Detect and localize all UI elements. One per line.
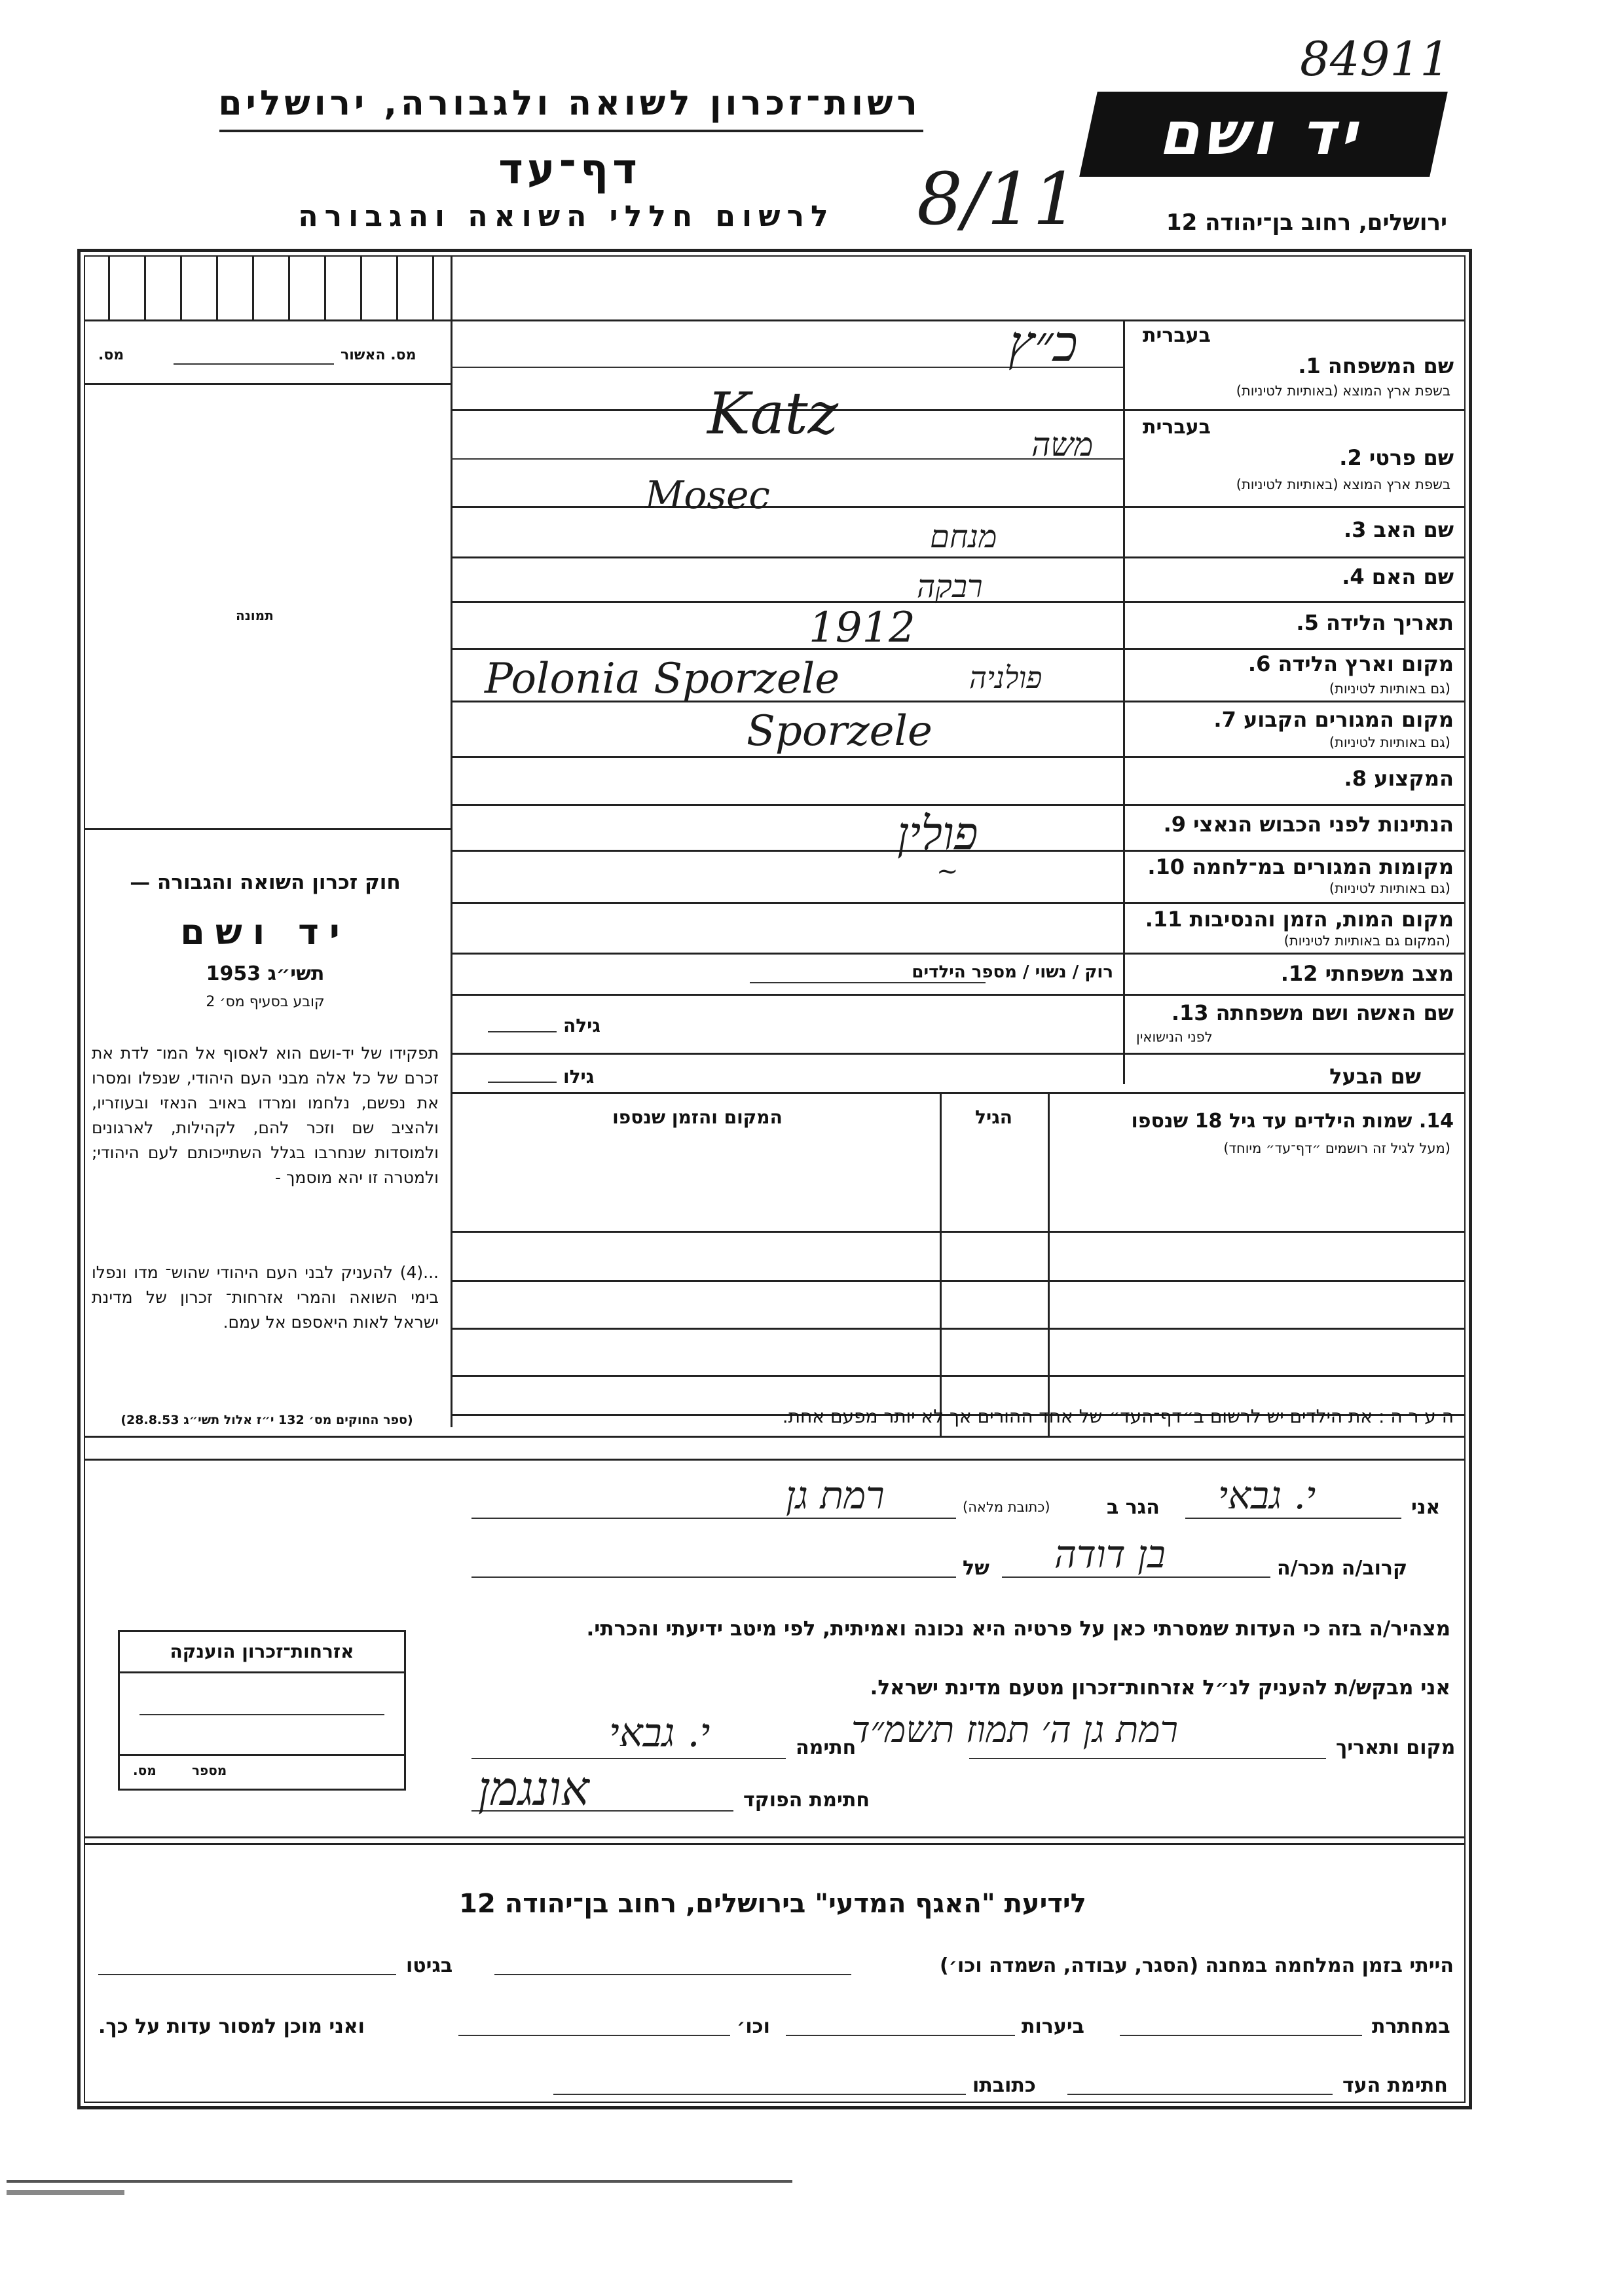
form-title: דף־עד: [498, 145, 641, 194]
field-7-number: 7.: [1213, 707, 1236, 732]
field-13-label: [1133, 1000, 1454, 1025]
field-13-age-label: גילה: [563, 1015, 600, 1036]
citizenship-box-number-row: [120, 1754, 404, 1789]
citizenship-box-number-prefix: מס.: [133, 1762, 157, 1778]
children-header-age: הגיל: [975, 1106, 1012, 1128]
field-8-label-text: המקצוע: [1374, 766, 1454, 791]
row-12-bottom: [451, 994, 1466, 996]
field-6-label-text: מקום וארץ הלידה: [1278, 651, 1454, 676]
declaration-resides-value[interactable]: רמת גן: [786, 1473, 885, 1518]
logo-text: יד ושם: [1155, 100, 1373, 168]
field-4-label: [1146, 564, 1454, 589]
approval-box-bottom: [84, 383, 451, 385]
field-4-number: 4.: [1342, 564, 1365, 589]
declaration-signature-line: [471, 1758, 786, 1759]
field-8-label: [1146, 766, 1454, 791]
declaration-officer-value[interactable]: אונגמן: [478, 1761, 589, 1816]
address: ירושלים, רחוב בן־יהודה 12: [1166, 210, 1447, 236]
field-7-label-text: מקום המגורים הקבוע: [1243, 707, 1454, 732]
field-2-value-latin[interactable]: Mosec: [645, 473, 770, 517]
row-2-bottom: [451, 506, 1466, 508]
field-5-label: [1146, 610, 1454, 635]
field-4-value[interactable]: רבקה: [917, 568, 983, 605]
bottom-address-line: [553, 2094, 966, 2095]
form-subtitle: לרשום חללי השואה והגבורה: [298, 200, 835, 233]
field-1-label-text: שם המשפחה: [1327, 354, 1454, 378]
field-6-label: [1146, 651, 1454, 676]
row-3-bottom: [451, 556, 1466, 558]
declaration-of-label: של: [963, 1557, 989, 1580]
left-column-divider: [451, 255, 452, 1427]
field-3-label: [1146, 517, 1454, 542]
declaration-statement-2: אני מבקש/ת להעניק לנ״ל אזרחות־זכרון מטעם מדינת ישראל.: [870, 1676, 1450, 1700]
declaration-relative-label: קרוב/ה מכר/ה: [1277, 1557, 1408, 1580]
bottom-title: לידיעת "האגף המדעי" בירושלים, רחוב בן־יהודה 12: [459, 1889, 1086, 1919]
declaration-i-label: אני: [1411, 1496, 1441, 1519]
field-2-label-text: שם פרטי: [1369, 445, 1454, 470]
field-4-label-text: שם האם: [1371, 564, 1454, 589]
photo-box-bottom: [84, 828, 451, 830]
bottom-etc-label: וכו׳: [737, 2015, 770, 2038]
field-1-value-latin[interactable]: Katz: [707, 380, 838, 447]
declaration-place-date-label: מקום ותאריך: [1336, 1736, 1456, 1759]
bottom-address-label: כתובתו: [972, 2074, 1036, 2097]
photo-label: תמונה: [236, 608, 274, 623]
children-row-2: [451, 1280, 1466, 1282]
tick: [432, 255, 434, 319]
note-bottom: [84, 1459, 1466, 1461]
field-3-value[interactable]: מנחם: [930, 519, 997, 555]
children-col-2: [940, 1092, 942, 1436]
authority-underline: [219, 130, 923, 132]
field-6-number: 6.: [1247, 651, 1271, 676]
law-section: קובע בסעיף מס׳ 2: [206, 994, 325, 1010]
field-10-sub: (גם באותיות לטיניות): [1329, 881, 1450, 896]
law-text-2: ...(4) להעניק לבני העם היהודי שהוש־ מדו ונפלו בימי השואה והמרי אזרחות־ זכרון של מדינת ישראל לאות היאספם אל עמם.: [92, 1263, 439, 1332]
bottom-forests-line: [786, 2035, 1015, 2036]
field-1-sub: בשפת ארץ המוצא (באותיות לטיניות): [1236, 383, 1450, 399]
row-11-bottom: [451, 953, 1466, 955]
authority-name: רשות־זכרון לשואה ולגבורה, ירושלים: [218, 84, 921, 123]
children-row-1: [451, 1231, 1466, 1233]
declaration-statement-1: מצהיר/ה בזה כי העדות שמסרתי כאן על פרטיה היא נכונה ואמיתית, לפי מיטב ידיעתי והכרתי.: [586, 1617, 1450, 1641]
bottom-witness-signature-label: חתימת העד: [1342, 2074, 1448, 2097]
field-7-sub: (גם באותיות לטיניות): [1329, 735, 1450, 750]
field-12-number: 12.: [1280, 961, 1318, 986]
field-11-label: [1133, 907, 1454, 932]
tick: [144, 255, 146, 319]
field-1-value-hebrew[interactable]: כ״ץ: [1008, 314, 1078, 373]
scan-artifact-line: [7, 2180, 792, 2183]
children-header-note: (מעל לגיל זה רושמים ״דף־עד״ מיוחד): [1223, 1140, 1450, 1156]
law-block-bottom: [84, 1436, 1466, 1438]
field-9-value[interactable]: פולין: [897, 807, 978, 860]
scan-artifact-line: [7, 2190, 124, 2195]
row-5-bottom: [451, 648, 1466, 650]
tick: [216, 255, 218, 319]
field-10-label-text: מקומות המגורים במ־לחמה: [1192, 854, 1454, 879]
declaration-place-date-line: [969, 1758, 1326, 1759]
field-11-sub: (המקום גם באותיות לטיניות): [1283, 933, 1450, 949]
declaration-resides-line: [471, 1518, 956, 1519]
field-12-label-text: מצב משפחתי: [1325, 961, 1454, 986]
field-13-label-text: שם האשה ושם משפחתה: [1215, 1000, 1454, 1025]
field-2-label: [1146, 445, 1454, 470]
declaration-signature-value[interactable]: י. גבאי: [609, 1710, 710, 1756]
field-1-number: 1.: [1298, 354, 1321, 378]
approval-number-line: [174, 363, 334, 365]
field-7-value[interactable]: Sporzele: [747, 707, 932, 756]
children-header-names: 14. שמות הילדים עד גיל 18 שנספו: [1131, 1110, 1454, 1133]
bottom-ghetto-label: בגיטו: [406, 1954, 453, 1977]
field-13-age-line: [488, 1031, 557, 1032]
field-3-label-text: שם האב: [1373, 517, 1454, 542]
bottom-section-top-2: [84, 1843, 1466, 1845]
field-13-sub: לפני הנישואין: [1136, 1029, 1213, 1045]
declaration-resides-sub: (כתובת מלאה): [963, 1499, 1050, 1515]
tick: [252, 255, 254, 319]
husband-age-label: גילו: [563, 1066, 595, 1087]
field-11-label-text: מקום המות, הזמן והנסיבות: [1189, 907, 1454, 932]
field-2-value-hebrew[interactable]: משה: [1031, 426, 1094, 464]
law-reference: (ספר החוקים מס׳ 132 י״ז אלול תשי״ג 28.8.53): [120, 1413, 413, 1427]
husband-age-line: [488, 1082, 557, 1083]
field-3-number: 3.: [1343, 517, 1367, 542]
row-13-bottom: [451, 1053, 1466, 1055]
row-7-bottom: [451, 756, 1466, 758]
field-1-label: [1146, 354, 1454, 378]
declaration-i-line: [1185, 1518, 1401, 1519]
field-12-value[interactable]: רוק / נשוי / מספר הילדים: [912, 962, 1113, 982]
field-8-number: 8.: [1344, 766, 1367, 791]
field-11-number: 11.: [1145, 907, 1183, 932]
declaration-officer-label: חתימת הפוקד: [743, 1789, 870, 1812]
field-6-sub: (גם באותיות לטיניות): [1329, 681, 1450, 697]
field-6-value-hebrew[interactable]: פולניה: [969, 660, 1043, 695]
field-9-number: 9.: [1163, 812, 1187, 837]
citizenship-box: [118, 1630, 406, 1791]
law-text-1: תפקידו של יד-ושם הוא לאסוף אל המו־ לדת את זכרם של כל אלה מבני העם היהודי, שנפלו ומסרו את נפשם, נלחמו ומרדו באויב הנאזי ובעוזריו, ולהציב שם וזכר להם, לקהילות, לארגונים ולמוסדות שנחרבו בגלל השתייכותם לעם היהודי; ולמטרה זו יהא מוסמך -: [92, 1044, 439, 1187]
bottom-etc-line: [458, 2035, 730, 2036]
row-8-bottom: [451, 804, 1466, 806]
bottom-witness-signature-line: [1067, 2094, 1333, 2095]
citizenship-box-line: [139, 1714, 384, 1715]
bottom-underground-label: במחתרת: [1372, 2015, 1450, 2038]
row-2-mid: [451, 458, 1123, 460]
row-10-bottom: [451, 902, 1466, 904]
field-9-label-text: הנתינות לפני הכבוש הנאצי: [1193, 812, 1454, 837]
approval-number-prefix: מס.: [98, 347, 124, 363]
field-12-label: [1146, 961, 1454, 986]
archive-number: 84911: [1300, 31, 1450, 86]
field-10-label: [1133, 854, 1454, 879]
row-1-bottom: [451, 409, 1466, 411]
tick-row-bottom: [84, 319, 1466, 321]
field-5-value[interactable]: 1912: [809, 604, 915, 652]
declaration-relative-line: [1002, 1576, 1270, 1578]
declaration-resides-label: הגר ב: [1107, 1496, 1160, 1519]
tick: [108, 255, 110, 319]
field-5-number: 5.: [1296, 610, 1319, 635]
bottom-forests-label: ביערות: [1022, 2015, 1084, 2038]
bottom-underground-line: [1120, 2035, 1362, 2036]
field-1-hebrew-tag: בעברית: [1143, 324, 1211, 347]
children-row-3: [451, 1328, 1466, 1330]
bottom-camp-line: [494, 1974, 851, 1975]
tick: [324, 255, 326, 319]
field-10-number: 10.: [1147, 854, 1185, 879]
yad-vashem-logo: [1079, 92, 1448, 177]
field-7-label: [1146, 707, 1454, 732]
citizenship-box-title: אזרחות־זכרון הוענקה: [120, 1632, 404, 1673]
children-header-place: המקום והזמן שנספו: [612, 1106, 783, 1128]
children-row-4: [451, 1375, 1466, 1377]
declaration-place-date-value[interactable]: רמת גן ה׳ תמוז תשמ״ד: [851, 1709, 1179, 1751]
tick: [180, 255, 182, 319]
declaration-signature-label: חתימה: [796, 1736, 857, 1759]
field-2-sub: בשפת ארץ המוצא (באותיות לטיניות): [1236, 477, 1450, 492]
law-year: תשי״ג 1953: [206, 962, 325, 985]
field-9-label: [1133, 812, 1454, 837]
bottom-camp-label: הייתי בזמן המלחמה במחנה (הסגר, עבודה, השמדה וכו׳): [940, 1954, 1454, 1977]
law-title: חוק זכרון השואה והגבורה —: [130, 871, 401, 894]
field-12-line: [750, 982, 986, 983]
citizenship-box-number-label: מספר: [192, 1762, 227, 1778]
bottom-section-top: [84, 1836, 1466, 1838]
field-2-number: 2.: [1339, 445, 1362, 470]
tick: [396, 255, 398, 319]
husband-label: שם הבעל: [1329, 1064, 1421, 1089]
tick: [288, 255, 290, 319]
declaration-of-line: [471, 1576, 956, 1578]
approval-number-label: מס. האשור: [341, 347, 416, 363]
row-13b-bottom: [451, 1092, 1466, 1094]
tick: [360, 255, 362, 319]
handwritten-reference: 8/11: [917, 157, 1079, 241]
field-13-number: 13.: [1171, 1000, 1209, 1025]
children-note: ה ע ר ה : את הילדים יש לרשום ב״דף־העד״ של אחד ההורים אך לא יותר מפעם אחת.: [782, 1406, 1454, 1427]
field-6-value[interactable]: Polonia Sporzele: [485, 655, 840, 703]
field-10-value[interactable]: ~: [936, 856, 959, 886]
bottom-ghetto-line: [98, 1974, 396, 1975]
field-5-label-text: תאריך הלידה: [1325, 610, 1454, 635]
bottom-testimony-label: ואני מוכן למסור עדות על כך.: [98, 2015, 365, 2038]
declaration-i-value[interactable]: י. גבאי: [1218, 1473, 1316, 1518]
children-col-1: [1048, 1092, 1050, 1436]
law-name: יד ושם: [180, 911, 350, 953]
field-2-hebrew-tag: בעברית: [1143, 416, 1211, 439]
declaration-relative-value[interactable]: בן דודה: [1054, 1532, 1166, 1576]
